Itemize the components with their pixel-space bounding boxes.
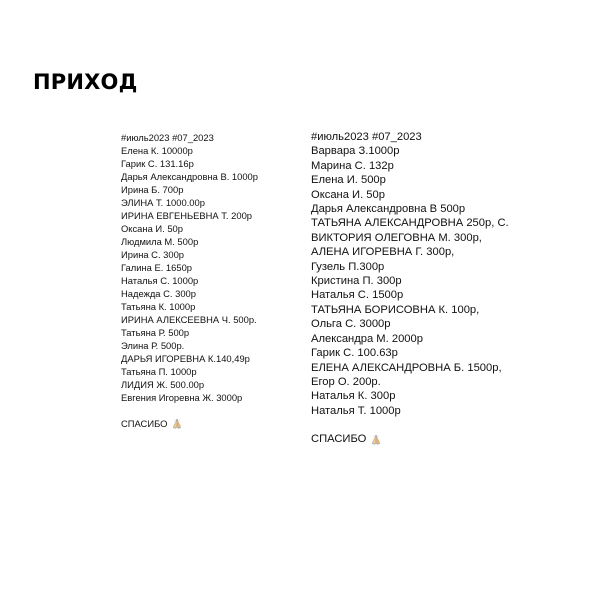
left-thanks (121, 417, 301, 430)
list-item: Элина Р. 500р. (121, 340, 185, 351)
right-thanks-text: СПАСИБО (311, 433, 367, 446)
list-item: Наталья С. 1000р (121, 275, 199, 286)
left-list-header: #июль2023 #07_2023 (121, 132, 214, 143)
left-thanks-text: СПАСИБО (121, 418, 168, 429)
right-list-header: #июль2023 #07_2023 (311, 131, 422, 143)
list-item: Дарья Александровна В. 1000р (121, 171, 258, 182)
list-item: Наталья С. 1500р (311, 289, 404, 302)
list-item: ИРИНА ЕВГЕНЬЕВНА Т. 200р (121, 210, 253, 221)
list-item: Татьяна Р. 500р (121, 327, 190, 338)
right-thanks (311, 432, 571, 446)
list-item: ЭЛИНА Т. 1000.00р (121, 197, 205, 208)
list-item: Марина С. 132р (311, 159, 394, 172)
list-item: Татьяна П. 1000р (121, 366, 197, 377)
list-item: Кристина П. 300р (311, 275, 402, 288)
folded-hands-icon (371, 434, 381, 445)
list-item: Надежда С. 300р (121, 288, 196, 299)
list-item: Александра М. 2000р (311, 332, 423, 345)
right-donation-list (311, 130, 571, 446)
list-item: Гузель П.300р (311, 260, 385, 273)
list-item: Галина Е. 1650р (121, 262, 192, 273)
list-item: ЕЛЕНА АЛЕКСАНДРОВНА Б. 1500р, (311, 361, 502, 374)
list-item: Наталья Т. 1000р (311, 404, 401, 417)
left-donation-list (121, 131, 301, 430)
list-item: Елена И. 500р (311, 174, 386, 187)
list-item: Татьяна К. 1000р (121, 301, 196, 312)
list-item: ДАРЬЯ ИГОРЕВНА К.140,49р (121, 353, 250, 364)
list-item: ТАТЬЯНА БОРИСОВНА К. 100р, (311, 303, 480, 316)
list-item: Евгения Игоревна Ж. 3000р (121, 392, 243, 403)
list-item: Оксана И. 50р (121, 223, 183, 234)
list-item: Людмила М. 500р (121, 236, 199, 247)
list-item: ВИКТОРИЯ ОЛЕГОВНА М. 300р, (311, 231, 482, 244)
folded-hands-icon (172, 418, 182, 429)
list-item: Оксана И. 50р (311, 188, 385, 201)
list-item: Гарик С. 100.63р (311, 347, 398, 360)
list-item: ИРИНА АЛЕКСЕЕВНА Ч. 500р. (121, 314, 257, 325)
list-item: Ольга С. 3000р (311, 318, 391, 331)
list-item: Ирина С. 300р (121, 249, 185, 260)
list-item: ЛИДИЯ Ж. 500.00р (121, 379, 205, 390)
list-item: Наталья К. 300р (311, 390, 396, 403)
list-item: Гарик С. 131.16р (121, 158, 194, 169)
list-item: Егор О. 200р. (311, 375, 381, 388)
list-item: Елена К. 10000р (121, 145, 193, 156)
list-item: Дарья Александровна В 500р (311, 203, 466, 216)
list-item: АЛЕНА ИГОРЕВНА Г. 300р, (311, 246, 455, 259)
list-item: Ирина Б. 700р (121, 184, 184, 195)
list-item: Варвара З.1000р (311, 145, 400, 158)
list-item: ТАТЬЯНА АЛЕКСАНДРОВНА 250р, С. (311, 217, 509, 230)
page-title: ПРИХОД (33, 70, 138, 94)
